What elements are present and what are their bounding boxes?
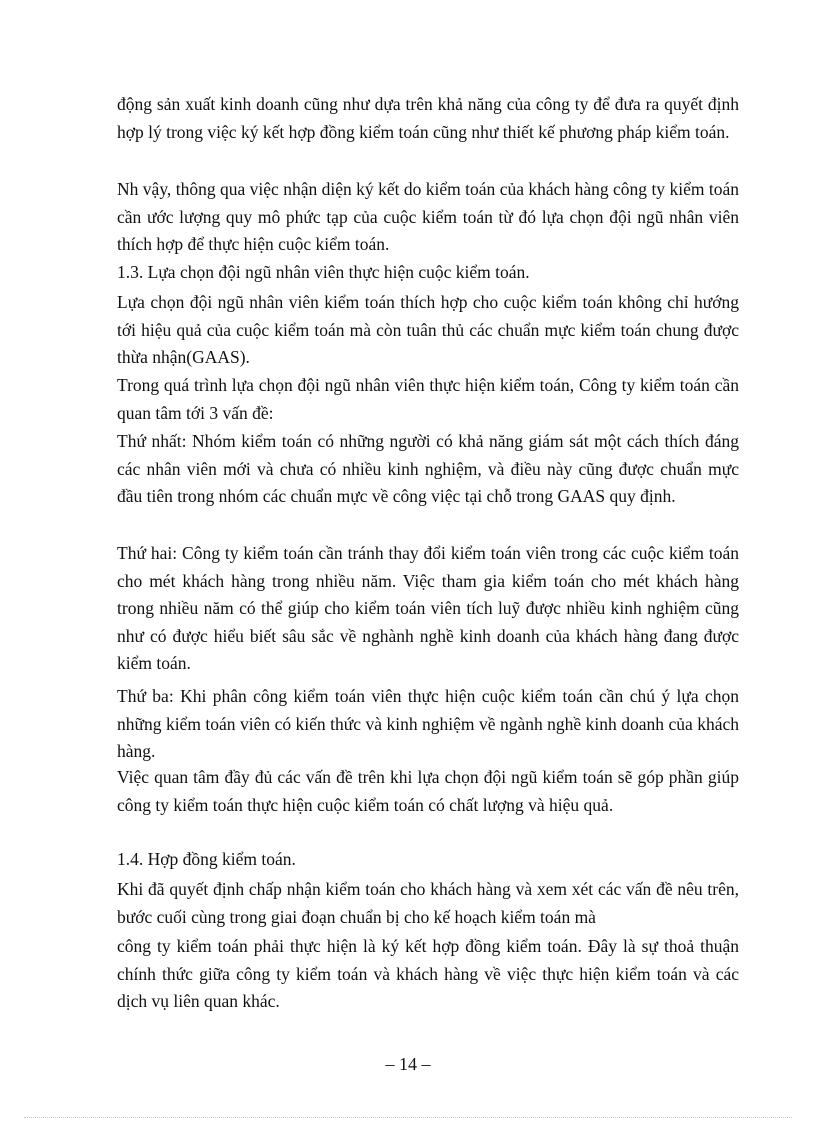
paragraph-nhu-vay: Nh vậy, thông qua việc nhận diện ký kết do kiểm toán của khách hàng công ty kiểm toán cần ước lượng quy mô phức tạp của cuộc kiểm toán từ đó lựa chọn đội ngũ nhân viên thích hợp để thực hiện cuộc kiểm toán. [117,179,739,254]
heading-section-1-4: 1.4. Hợp đồng kiểm toán. [117,849,296,869]
paragraph-thu-nhat: Thứ nhất: Nhóm kiểm toán có những người có khả năng giám sát một cách thích đáng các nhân viên mới và chưa có nhiều kinh nghiệm, và điều này cũng được chuẩn mực đầu tiên trong nhóm các chuẩn mực về công việc tại chỗ trong GAAS quy định. [117,431,739,506]
paragraph-viec-quan-tam: Việc quan tâm đầy đủ các vấn đề trên khi lựa chọn đội ngũ kiểm toán sẽ góp phần giúp công ty kiểm toán thực hiện cuộc kiểm toán có chất lượng và hiệu quả. [117,767,739,815]
paragraph-intro-continuation: động sản xuất kinh doanh cũng như dựa trên khả năng của công ty để đưa ra quyết định hợp lý trong việc ký kết hợp đồng kiểm toán cũng như thiết kế phương pháp kiểm toán. [117,94,739,142]
paragraph-cong-ty-kiem-toan: công ty kiểm toán phải thực hiện là ký kết hợp đồng kiểm toán. Đây là sự thoả thuận chính thức giữa công ty kiểm toán và khách hàng về việc thực hiện kiểm toán và các dịch vụ liên quan khác. [117,936,739,1011]
paragraph-khi-da-quyet-dinh: Khi đã quyết định chấp nhận kiểm toán cho khách hàng và xem xét các vấn đề nêu trên, bước cuối cùng trong giai đoạn chuẩn bị cho kế hoạch kiểm toán mà [117,879,739,927]
paragraph-trong-qua-trinh: Trong quá trình lựa chọn đội ngũ nhân viên thực hiện kiểm toán, Công ty kiểm toán cần quan tâm tới 3 vấn đề: [117,375,739,423]
paragraph-thu-ba: Thứ ba: Khi phân công kiểm toán viên thực hiện cuộc kiểm toán cần chú ý lựa chọn những kiểm toán viên có kiến thức và kinh nghiệm về ngành nghề kinh doanh của khách hàng. [117,686,739,761]
footer-divider [24,1117,792,1118]
heading-section-1-3: 1.3. Lựa chọn đội ngũ nhân viên thực hiện cuộc kiểm toán. [117,262,530,282]
paragraph-thu-hai: Thứ hai: Công ty kiểm toán cần tránh thay đổi kiểm toán viên trong các cuộc kiểm toán cho mét khách hàng trong nhiều năm. Việc tham gia kiểm toán cho mét khách hàng trong nhiều năm có thể giúp cho kiểm toán viên tích luỹ được nhiều kinh nghiệm cũng như có được hiểu biết sâu sắc về nghành nghề kinh doanh của khách hàng đang được kiểm toán. [117,543,739,673]
paragraph-lua-chon: Lựa chọn đội ngũ nhân viên kiểm toán thích hợp cho cuộc kiểm toán không chỉ hướng tới hiệu quả của cuộc kiểm toán mà còn tuân thủ các chuẩn mực kiểm toán chung được thừa nhận(GAAS). [117,292,739,367]
page-number: – 14 – [385,1054,431,1074]
